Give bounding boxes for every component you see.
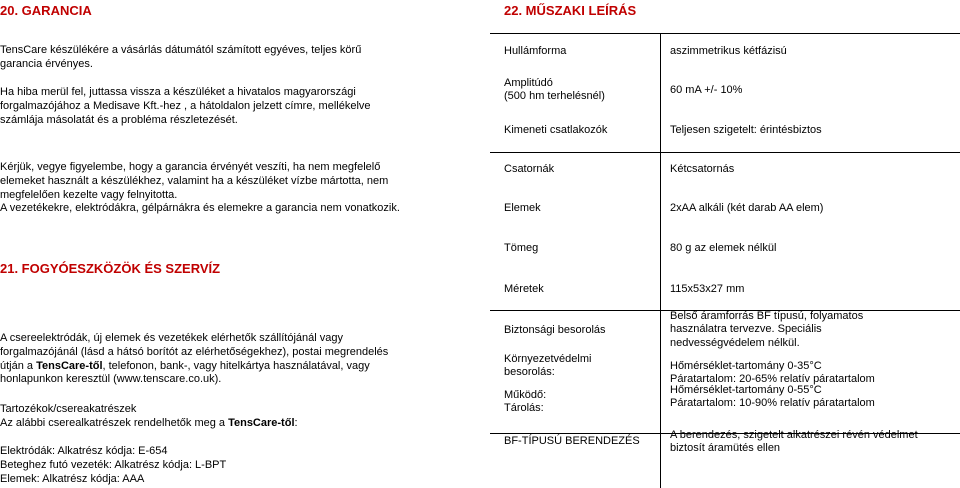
text-line: Páratartalom: 10-90% relatív páratartalom [670, 397, 875, 410]
warranty-paragraph-3 [0, 161, 400, 216]
part-item: Elektródák: Alkatrész kódja: E-654 [0, 445, 168, 457]
text-line: Tartozékok/csereakatrészek [0, 403, 137, 415]
text-line: TensCare készülékére a vásárlás dátumától számított egyéves, teljes körű [0, 44, 362, 56]
spec-value-output: Teljesen szigetelt: érintésbiztos [670, 124, 822, 136]
spec-label-safety: Biztonsági besorolás [504, 324, 606, 336]
spec-label-weight: Tömeg [504, 242, 539, 254]
section-22-title: 22. MŰSZAKI LEÍRÁS [504, 3, 637, 18]
supplies-paragraph-2 [0, 403, 298, 431]
text-line: A berendezés, szigetelt alkatrészei révén védelmet [670, 429, 918, 441]
text-line: besorolás: [504, 366, 555, 379]
text-line: használatra tervezve. Speciális [670, 323, 822, 336]
spec-label-environment [504, 353, 654, 416]
text-line: Ha hiba merül fel, juttassa vissza a készüléket a hivatalos magyarországi [0, 86, 356, 98]
spec-value-environment [670, 360, 955, 411]
text-line: Amplitúdó [504, 77, 553, 89]
text-line [0, 417, 298, 431]
supplies-paragraph-1 [0, 332, 388, 387]
spec-label-batteries: Elemek [504, 202, 541, 214]
text-line: forgalmazójához a Medisave Kft.-hez , a hátoldalon jelzett címre, mellékelve [0, 99, 371, 112]
text-line: elemeket használt a készülékhez, valamint ha a készüléket vízbe mártotta, nem [0, 174, 389, 187]
text-line: Hőmérséklet-tartomány 0-35°C [670, 360, 822, 372]
text-line: A vezetékekre, elektródákra, gélpárnákra és elemekre a garancia nem vonatkozik. [0, 202, 400, 215]
text-line: megfelelően kezelte vagy felnyitotta. [0, 188, 178, 201]
text-line: Környezetvédelmi [504, 353, 592, 365]
spec-label-bf-type: BF-TÍPUSÚ BERENDEZÉS [504, 435, 640, 447]
text-line: biztosít áramütés ellen [670, 442, 781, 455]
text-line: garancia érvényes. [0, 57, 93, 70]
part-item: Elemek: Alkatrész kódja: AAA [0, 472, 145, 485]
text-line: Belső áramforrás BF típusú, folyamatos [670, 310, 864, 322]
spec-label-output: Kimeneti csatlakozók [504, 124, 608, 136]
text-line: Tárolás: [504, 402, 544, 415]
brand-name: TensCare-től [228, 416, 295, 429]
spec-value-batteries: 2xAA alkáli (két darab AA elem) [670, 202, 824, 214]
text-span: : [294, 416, 298, 429]
warranty-paragraph-1 [0, 44, 361, 72]
text-line: A csereelektródák, új elemek és vezetékek elérhetők szállítójánál vagy [0, 332, 344, 344]
text-line: honlapunkon keresztül (www.tenscare.co.uk). [0, 373, 222, 386]
text-line: Hőmérséklet-tartomány 0-55°C [670, 383, 822, 396]
text-line: forgalmazójánál (lásd a hátsó borítót az elérhetőségekhez), postai megrendelés [0, 345, 389, 358]
brand-name: TensCare-től [36, 359, 103, 372]
text-line: Működő: [504, 388, 547, 401]
spec-value-dimensions: 115x53x27 mm [670, 283, 745, 295]
spec-value-safety [670, 310, 955, 350]
spec-table [490, 33, 960, 488]
column-divider [660, 33, 661, 488]
section-20-title: 20. GARANCIA [0, 3, 92, 18]
spec-label-amplitude [504, 77, 654, 104]
spec-value-channels: Kétcsatornás [670, 163, 735, 175]
text-span: Az alábbi cserealkatrészek rendelhetők meg a [0, 416, 229, 429]
text-line: Kérjük, vegye figyelembe, hogy a garancia érvényét veszíti, ha nem megfelelő [0, 161, 381, 173]
text-line [0, 360, 388, 374]
spec-value-bf-type [670, 429, 955, 456]
spec-value-amplitude: 60 mA +/- 10% [670, 84, 743, 96]
spec-label-channels: Csatornák [504, 163, 555, 175]
part-item: Beteghez futó vezeték: Alkatrész kódja: L-BPT [0, 458, 227, 471]
parts-list [0, 445, 226, 486]
spec-label-dimensions: Méretek [504, 283, 544, 295]
table-border [490, 33, 960, 34]
text-line: nedvességvédelem nélkül. [670, 336, 800, 349]
section-21-title: 21. FOGYÓESZKÖZÖK ÉS SZERVÍZ [0, 261, 221, 276]
spec-value-waveform: aszimmetrikus kétfázisú [670, 45, 787, 57]
spec-label-waveform: Hullámforma [504, 45, 567, 57]
text-span: útján a [0, 359, 37, 372]
text-line: Páratartalom: 20-65% relatív páratartalom [670, 373, 875, 386]
text-line: (500 hm terhelésnél) [504, 90, 605, 103]
text-line: számlája másolatát és a probléma részletezését. [0, 113, 238, 126]
spec-value-weight: 80 g az elemek nélkül [670, 242, 777, 254]
text-span: , telefonon, bank-, vagy hitelkártya használatával, vagy [102, 359, 370, 372]
warranty-paragraph-2 [0, 86, 371, 127]
table-border [490, 152, 960, 153]
